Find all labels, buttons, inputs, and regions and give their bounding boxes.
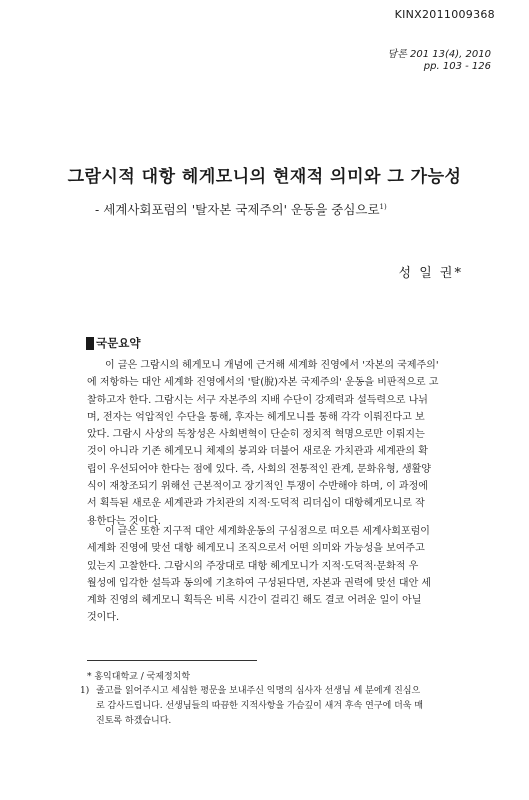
text-line: 서 획득된 새로운 세계관과 가치관의 지적·도덕적 리더십이 대항헤게모니로 작 xyxy=(87,498,425,510)
text-line: 이 글은 또한 지구적 대안 세계화운동의 구심점으로 떠오른 세계사회포럼이 xyxy=(105,526,430,537)
paper-subtitle xyxy=(95,200,387,218)
abstract-heading xyxy=(86,335,140,351)
journal-pages: pp. 103 - 126 xyxy=(423,61,491,72)
footnote-divider xyxy=(87,660,257,661)
text-line: 졸고를 읽어주시고 세심한 평문을 보내주신 익명의 심사자 선생님 세 분에게 진심으 xyxy=(96,686,421,696)
journal-volume: 담론 201 13(4), 2010 xyxy=(387,49,491,60)
text-line: 았다. 그람시 사상의 독창성은 사회변혁이 단순히 정치적 혁명으로만 이뤄지는 xyxy=(87,429,425,441)
author-name: 성 일 권* xyxy=(398,266,463,281)
footnote-1 xyxy=(80,684,460,729)
abstract-paragraph-1 xyxy=(87,357,456,530)
text-line: 립이 우선되어야 한다는 점에 있다. 즉, 사회의 전통적인 관계, 문화유형, 생활양 xyxy=(87,463,431,475)
text-line: 용한다는 것이다. xyxy=(87,515,161,527)
text-line: 에 저항하는 대안 세계화 진영에서의 '탈(脫)자본 국제주의' 운동을 비판적으로 고 xyxy=(87,377,439,389)
text-line: 식이 재창조되기 위해선 근본적이고 장기적인 투쟁이 수반해야 하며, 이 과정에 xyxy=(87,481,428,493)
text-line: 이 글은 그람시의 헤게모니 개념에 근거해 세계화 진영에서 '자본의 국제주의' xyxy=(105,360,439,371)
text-line: 며, 전자는 억압적인 수단을 통해, 후자는 헤게모니를 통해 각각 이뤄진다고 보 xyxy=(87,411,425,423)
heading-marker-icon xyxy=(86,337,94,350)
subtitle-footnote-marker: 1) xyxy=(379,202,387,211)
text-line: 것이다. xyxy=(87,612,120,624)
footnote-text xyxy=(96,684,460,729)
text-line: 로 감사드립니다. 선생님들의 따끔한 지적사항을 가슴깊이 새겨 후속 연구에 더욱 매 xyxy=(96,701,424,711)
text-line: 월성에 입각한 설득과 동의에 기초하여 구성된다면, 자본과 권력에 맞선 대안 세 xyxy=(87,577,432,589)
document-id: KINX2011009368 xyxy=(394,8,495,21)
text-line: 세계화 진영에 맞선 대항 헤게모니 조직으로서 어떤 의미와 가능성을 보여주고 xyxy=(87,543,425,555)
text-line: 것이 아니라 기존 헤게모니 체제의 붕괴와 더불어 새로운 가치관과 세계관의 확 xyxy=(87,446,428,458)
subtitle-text: - 세계사회포럼의 '탈자본 국제주의' 운동을 중심으로 xyxy=(95,202,380,217)
text-line: 계화 진영의 헤게모니 획득은 비록 시간이 걸리긴 해도 결코 어려운 일이 아닐 xyxy=(87,595,422,607)
text-line: 찰하고자 한다. 그람시는 서구 자본주의 지배 수단이 강제력과 설득력으로 나뉘 xyxy=(87,394,428,406)
footnote-number: 1) xyxy=(80,686,90,696)
text-line: 있는지 고찰한다. 그람시의 주장대로 대항 헤게모니가 지적·도덕적·문화적 우 xyxy=(87,560,419,572)
abstract-heading-label: 국문요약 xyxy=(96,336,141,350)
paper-title: 그람시적 대항 헤게모니의 현재적 의미와 그 가능성 xyxy=(67,167,462,187)
journal-citation xyxy=(388,49,491,73)
text-line: 진토록 하겠습니다. xyxy=(96,716,172,726)
footnote-author-affiliation: * 홍익대학교 / 국제정치학 xyxy=(87,672,191,682)
abstract-paragraph-2 xyxy=(87,523,456,627)
